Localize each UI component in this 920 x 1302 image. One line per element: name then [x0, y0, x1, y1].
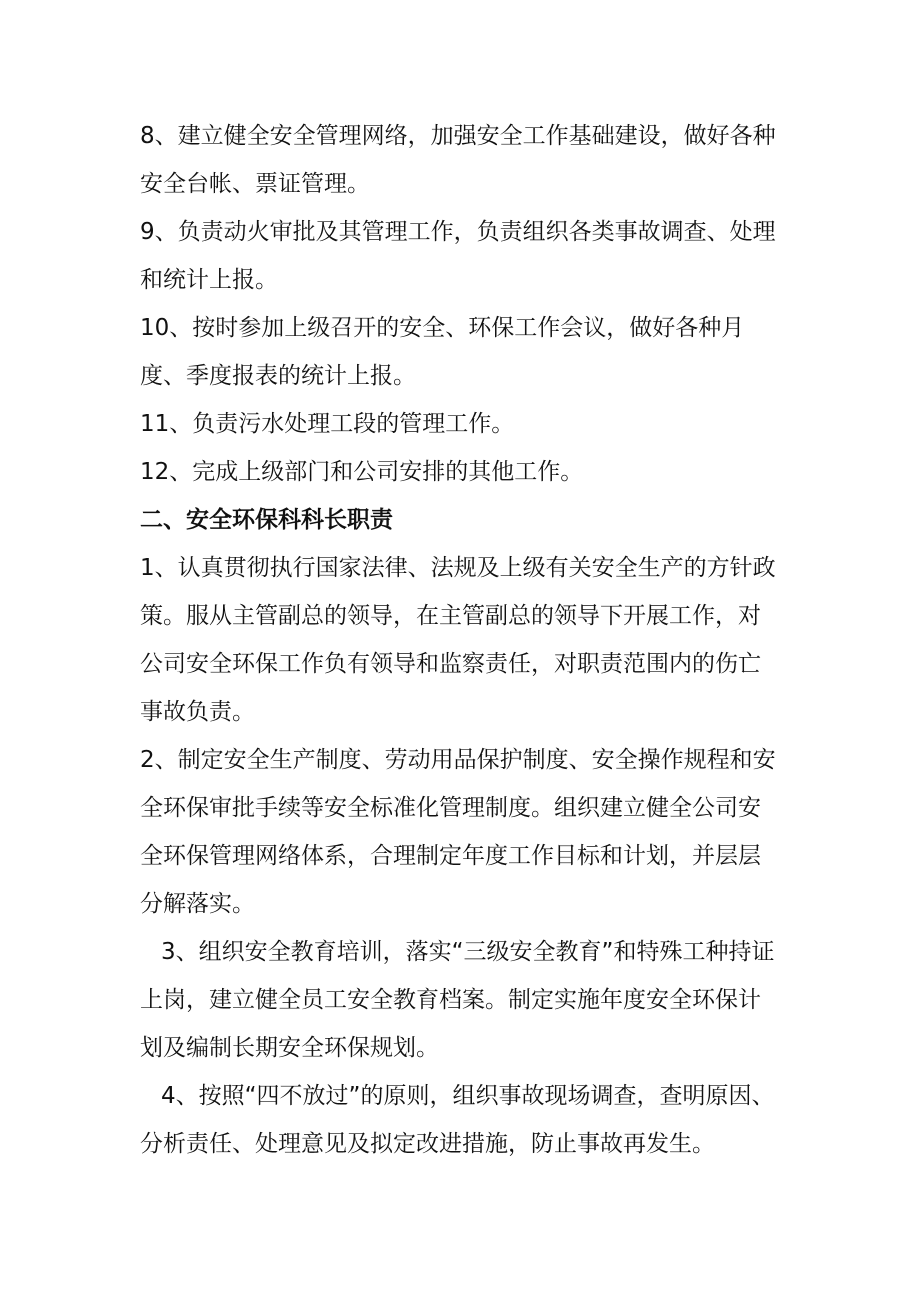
duty-2: 2、制定安全生产制度、劳动用品保护制度、安全操作规程和安全环保审批手续等安全标准化管理制度。组织建立健全公司安全环保管理网络体系，合理制定年度工作目标和计划，并层层分解落实。	[140, 747, 776, 917]
document-page	[140, 112, 780, 1168]
duty-4: 4、按照“四不放过”的原则，组织事故现场调查，查明原因、分析责任、处理意见及拟定改进措施，防止事故再发生。	[140, 1083, 775, 1157]
duty-3: 3、组织安全教育培训，落实“三级安全教育”和特殊工种持证上岗，建立健全员工安全教育档案。制定实施年度安全环保计划及编制长期安全环保规划。	[140, 939, 775, 1061]
duty-1: 1、认真贯彻执行国家法律、法规及上级有关安全生产的方针政策。服从主管副总的领导，在主管副总的领导下开展工作，对公司安全环保工作负有领导和监察责任，对职责范围内的伤亡事故负责。	[140, 555, 776, 725]
paragraph-9: 9、负责动火审批及其管理工作，负责组织各类事故调查、处理和统计上报。	[140, 219, 776, 293]
paragraph-11: 11、负责污水处理工段的管理工作。	[140, 411, 515, 437]
paragraph-12: 12、完成上级部门和公司安排的其他工作。	[140, 459, 584, 485]
section-heading: 二、安全环保科科长职责	[140, 507, 393, 533]
paragraph-8: 8、建立健全安全管理网络，加强安全工作基础建设，做好各种安全台帐、票证管理。	[140, 123, 776, 197]
paragraph-10: 10、按时参加上级召开的安全、环保工作会议，做好各种月度、季度报表的统计上报。	[140, 315, 745, 389]
